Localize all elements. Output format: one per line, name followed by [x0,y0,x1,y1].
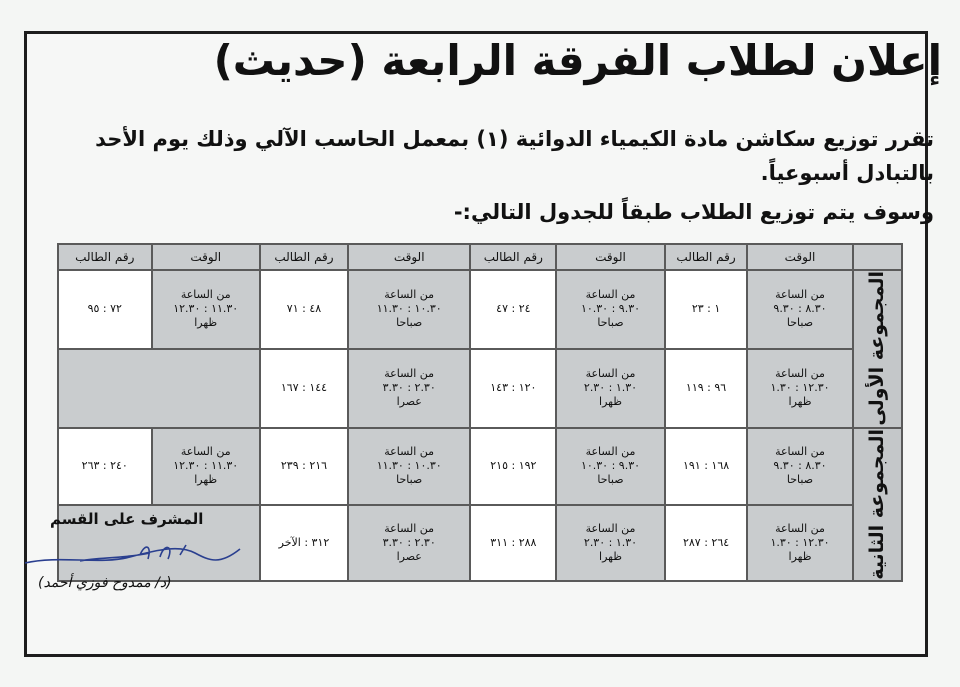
header-students: رقم الطالب [470,244,556,270]
signature-block [20,505,260,605]
signature-scribble-icon [20,535,260,575]
header-students: رقم الطالب [58,244,152,270]
time-cell: من الساعة ١٠.٣٠ : ١١.٣٠ صباحا [348,270,470,349]
group-label: المجموعة الثانية [853,428,902,582]
header-students: رقم الطالب [260,244,348,270]
students-cell: ٤٨ : ٧١ [260,270,348,349]
time-cell: من الساعة ١١.٣٠ : ١٢.٣٠ ظهرا [152,270,260,349]
header-time: الوقت [152,244,260,270]
time-cell: من الساعة ١.٣٠ : ٢.٣٠ ظهرا [556,349,664,428]
students-cell: ٢١٦ : ٢٣٩ [260,428,348,505]
students-cell: ١٤٤ : ١٦٧ [260,349,348,428]
students-cell: ٢٦٤ : ٢٨٧ [665,505,748,582]
time-cell: من الساعة ٢.٣٠ : ٣.٣٠ عصرا [348,505,470,582]
time-cell: من الساعة ٨.٣٠ : ٩.٣٠ صباحا [747,428,852,505]
header-time: الوقت [747,244,852,270]
time-cell: من الساعة ٩.٣٠ : ١٠.٣٠ صباحا [556,428,664,505]
time-cell: من الساعة ٢.٣٠ : ٣.٣٠ عصرا [348,349,470,428]
time-cell: من الساعة ٨.٣٠ : ٩.٣٠ صباحا [747,270,852,349]
time-cell: من الساعة ١٢.٣٠ : ١.٣٠ ظهرا [747,505,852,582]
supervisor-name: (د/ ممدوح فوزي أحمد) [38,575,172,591]
schedule-intro: وسوف يتم توزيع الطلاب طبقاً للجدول التالي:- [453,200,934,224]
students-cell: ٢٤٠ : ٢٦٣ [58,428,152,505]
time-cell: من الساعة ١٠.٣٠ : ١١.٣٠ صباحا [348,428,470,505]
header-corner [853,244,902,270]
supervisor-title: المشرف على القسم [50,510,204,528]
intro-paragraph: تقرر توزيع سكاشن مادة الكيمياء الدوائية (١) بمعمل الحاسب الآلي وذلك يوم الأحد بالتبادل أسبوعياً. [95,127,934,185]
header-row [58,244,902,270]
header-time: الوقت [556,244,664,270]
students-cell: ٢٨٨ : ٣١١ [470,505,556,582]
header-students: رقم الطالب [665,244,748,270]
group-label: المجموعة الأولى [853,270,902,428]
students-cell: ١ : ٢٣ [665,270,748,349]
students-cell: ١٩٢ : ٢١٥ [470,428,556,505]
time-cell: من الساعة ١١.٣٠ : ١٢.٣٠ ظهرا [152,428,260,505]
table-row [58,270,902,349]
table-row [58,428,902,505]
students-cell: ١٦٨ : ١٩١ [665,428,748,505]
time-cell: من الساعة ١٢.٣٠ : ١.٣٠ ظهرا [747,349,852,428]
students-cell: ٩٦ : ١١٩ [665,349,748,428]
header-time: الوقت [348,244,470,270]
students-cell: ٧٢ : ٩٥ [58,270,152,349]
students-cell: ٣١٢ : الآخر [260,505,348,582]
empty-cell [58,349,260,428]
announcement-title: إعلان لطلاب الفرقة الرابعة (حديث) [213,36,942,85]
students-cell: ٢٤ : ٤٧ [470,270,556,349]
time-cell: من الساعة ٩.٣٠ : ١٠.٣٠ صباحا [556,270,664,349]
time-cell: من الساعة ١.٣٠ : ٢.٣٠ ظهرا [556,505,664,582]
table-row [58,349,902,428]
students-cell: ١٢٠ : ١٤٣ [470,349,556,428]
